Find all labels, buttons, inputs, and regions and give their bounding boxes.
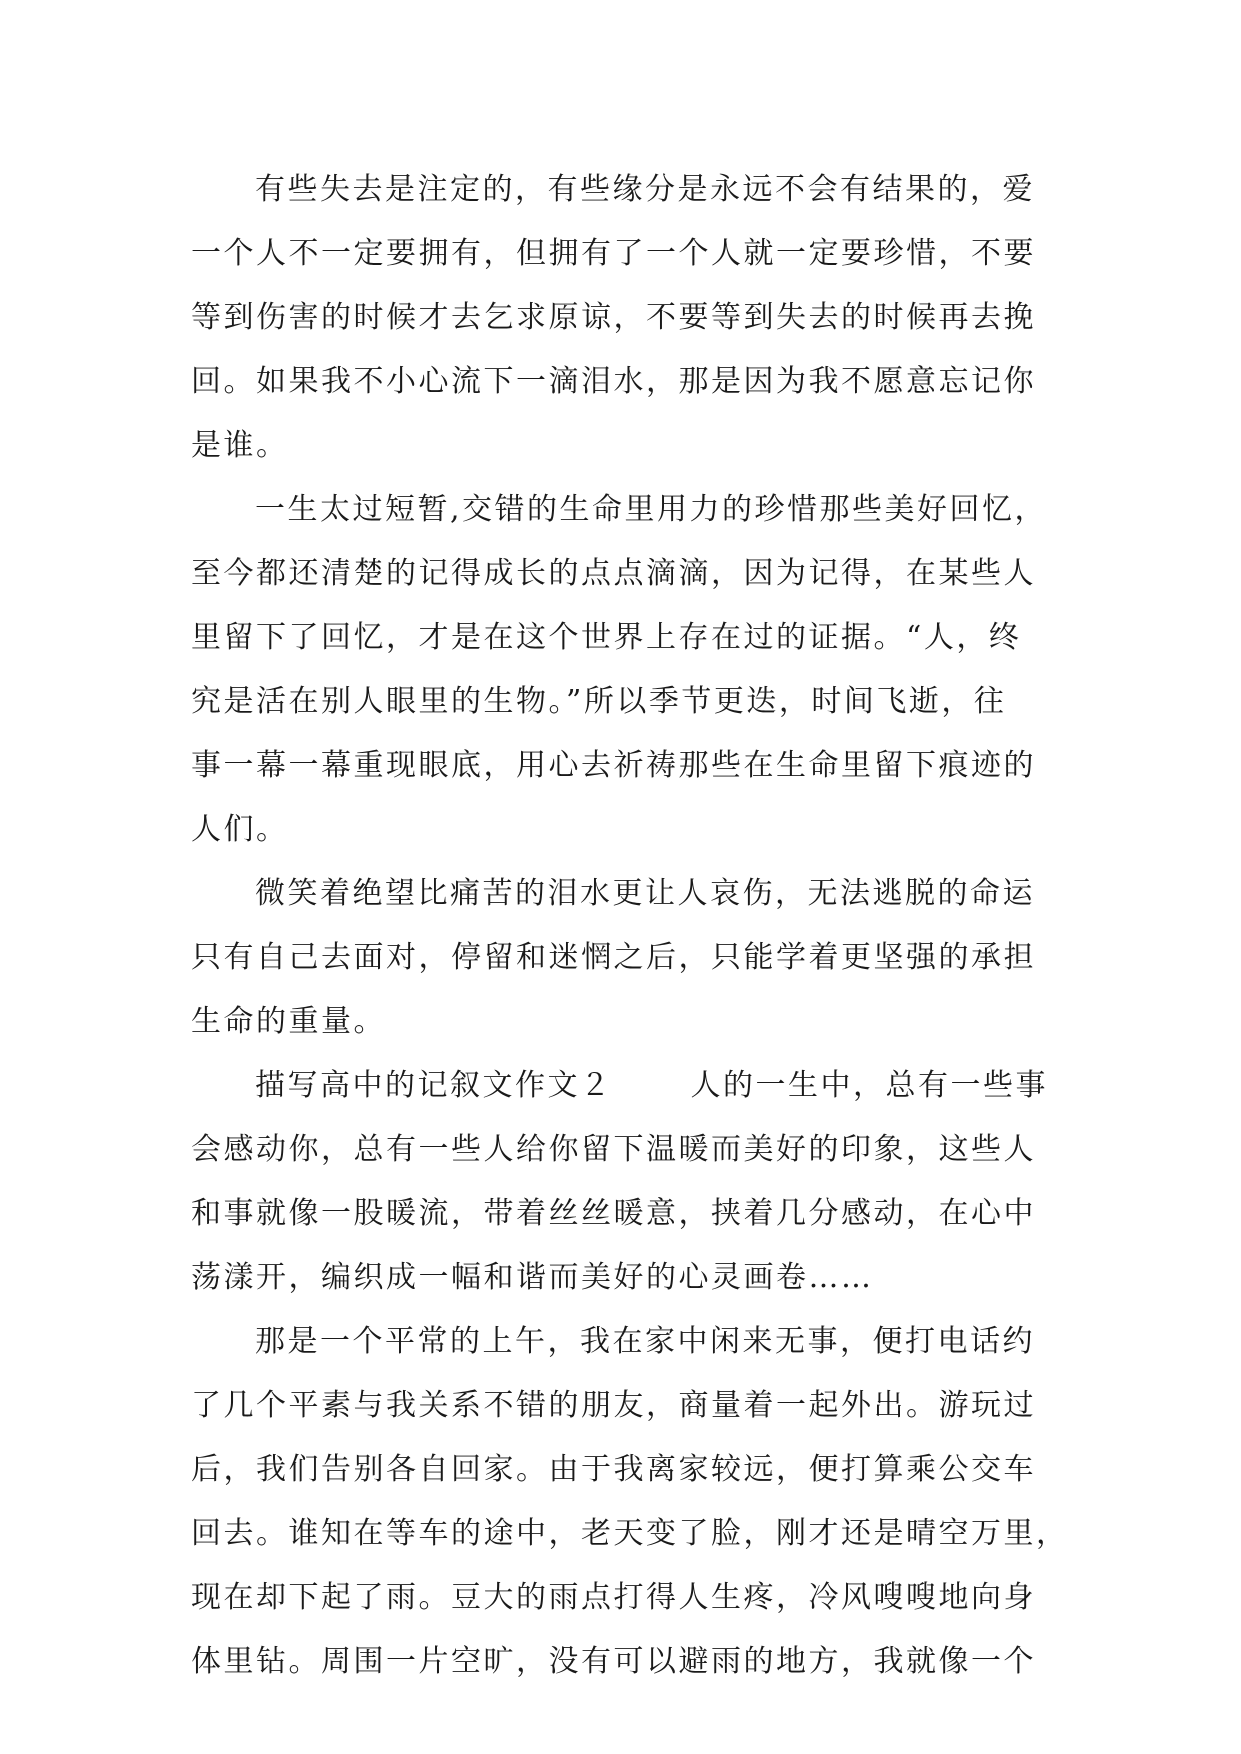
text-line: 回去。谁知在等车的途中，老天变了脸，刚才还是晴空万里，: [191, 1516, 1069, 1551]
paragraph-3: [191, 862, 1049, 1054]
text-line: 一生太过短暂,交错的生命里用力的珍惜那些美好回忆，: [255, 492, 1048, 527]
text-line: 会感动你，总有一些人给你留下温暖而美好的印象，这些人: [191, 1132, 1036, 1167]
paragraph-4: [191, 1054, 1049, 1310]
text-line: 人们。: [191, 812, 289, 847]
heading-tail-text: 人的一生中，总有一些事: [690, 1068, 1048, 1103]
text-line: 只有自己去面对，停留和迷惘之后，只能学着更坚强的承担: [191, 940, 1036, 975]
document-body: [191, 158, 1069, 1694]
essay-heading: 描写高中的记叙文作文２: [255, 1068, 613, 1103]
text-line: 体里钻。周围一片空旷，没有可以避雨的地方，我就像一个: [191, 1644, 1036, 1679]
text-line: 后，我们告别各自回家。由于我离家较远，便打算乘公交车: [191, 1452, 1036, 1487]
text-line: 那是一个平常的上午，我在家中闲来无事，便打电话约: [255, 1324, 1035, 1359]
text-line: 荡漾开，编织成一幅和谐而美好的心灵画卷……: [191, 1260, 874, 1295]
paragraph-2: [191, 478, 1049, 862]
heading-line: [191, 1054, 1049, 1118]
text-line: 等到伤害的时候才去乞求原谅，不要等到失去的时候再去挽: [191, 300, 1036, 335]
text-line: 现在却下起了雨。豆大的雨点打得人生疼，冷风嗖嗖地向身: [191, 1580, 1036, 1615]
text-line: 微笑着绝望比痛苦的泪水更让人哀伤，无法逃脱的命运: [255, 876, 1035, 911]
text-line: 究是活在别人眼里的生物。”所以季节更迭，时间飞逝，往: [191, 684, 1007, 719]
text-line: 里留下了回忆，才是在这个世界上存在过的证据。“人，终: [191, 620, 1022, 655]
text-line: 一个人不一定要拥有，但拥有了一个人就一定要珍惜，不要: [191, 236, 1036, 271]
text-line: 生命的重量。: [191, 1004, 386, 1039]
paragraph-5: [191, 1310, 1069, 1694]
text-line: 有些失去是注定的，有些缘分是永远不会有结果的，爱: [255, 172, 1035, 207]
text-line: 事一幕一幕重现眼底，用心去祈祷那些在生命里留下痕迹的: [191, 748, 1036, 783]
text-line: 和事就像一股暖流，带着丝丝暖意，挟着几分感动，在心中: [191, 1196, 1036, 1231]
text-line: 回。如果我不小心流下一滴泪水，那是因为我不愿意忘记你: [191, 364, 1036, 399]
text-line: 至今都还清楚的记得成长的点点滴滴，因为记得，在某些人: [191, 556, 1036, 591]
paragraph-1: [191, 158, 1049, 478]
text-line: 了几个平素与我关系不错的朋友，商量着一起外出。游玩过: [191, 1388, 1036, 1423]
text-line: 是谁。: [191, 428, 289, 463]
